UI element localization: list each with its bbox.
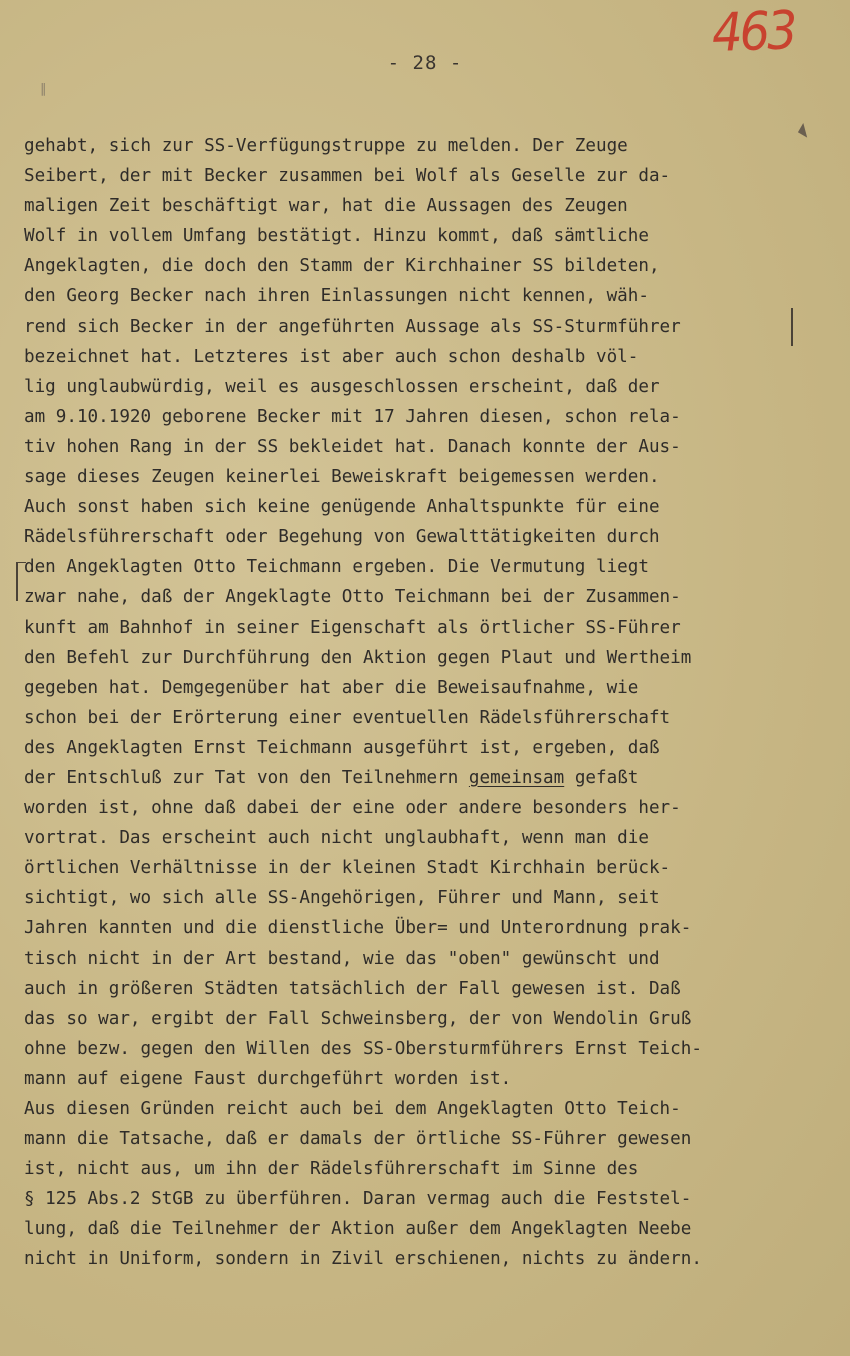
text-line-with-underline: [24, 763, 834, 793]
text-line: das so war, ergibt der Fall Schweinsberg, der von Wendolin Gruß: [24, 1008, 692, 1029]
text-line: sage dieses Zeugen keinerlei Beweiskraft beigemessen werden.: [24, 467, 660, 488]
text-line: maligen Zeit beschäftigt war, hat die Aussagen des Zeugen: [24, 196, 628, 217]
text-line: gehabt, sich zur SS-Verfügungstruppe zu melden. Der Zeuge: [24, 136, 628, 156]
text-line: Aus diesen Gründen reicht auch bei dem Angeklagten Otto Teich-: [24, 1099, 681, 1119]
text-line: den Angeklagten Otto Teichmann ergeben. Die Vermutung liegt: [24, 557, 649, 578]
text-line: nicht in Uniform, sondern in Zivil erschienen, nichts zu ändern.: [24, 1249, 702, 1270]
text-line: am 9.10.1920 geborene Becker mit 17 Jahren diesen, schon rela-: [24, 406, 681, 427]
text-line: mann auf eigene Faust durchgeführt worden ist.: [24, 1068, 512, 1089]
text-line: § 125 Abs.2 StGB zu überführen. Daran vermag auch die Feststel-: [24, 1189, 692, 1210]
text-line: Jahren kannten und die dienstliche Über= und Unterordnung prak-: [24, 918, 692, 939]
archive-number-handwritten: 463: [710, 0, 796, 65]
text-line: auch in größeren Städten tatsächlich der Fall gewesen ist. Daß: [24, 978, 681, 999]
text-line: lung, daß die Teilnehmer der Aktion außer dem Angeklagten Neebe: [24, 1219, 692, 1240]
typed-body-text: [24, 131, 834, 1275]
underlined-word: gemeinsam: [468, 767, 565, 788]
text-line: zwar nahe, daß der Angeklagte Otto Teichmann bei der Zusammen-: [24, 587, 681, 608]
text-line: vortrat. Das erscheint auch nicht unglaubhaft, wenn man die: [24, 828, 649, 849]
text-line: Auch sonst haben sich keine genügende Anhaltspunkte für eine: [24, 497, 660, 518]
text-segment: der Entschluß zur Tat von den Teilnehmern: [24, 767, 469, 788]
text-line: gegeben hat. Demgegenüber hat aber die Beweisaufnahme, wie: [24, 677, 639, 698]
text-line: Seibert, der mit Becker zusammen bei Wolf als Geselle zur da-: [24, 166, 671, 187]
corner-tick-mark: ◣: [796, 120, 815, 140]
text-line: Wolf in vollem Umfang bestätigt. Hinzu kommt, daß sämtliche: [24, 226, 649, 247]
text-line: örtlichen Verhältnisse in der kleinen Stadt Kirchhain berück-: [24, 858, 671, 879]
text-line: tiv hohen Rang in der SS bekleidet hat. Danach konnte der Aus-: [24, 436, 681, 457]
text-line: des Angeklagten Ernst Teichmann ausgeführt ist, ergeben, daß: [24, 737, 660, 758]
text-line: worden ist, ohne daß dabei der eine oder andere besonders her-: [24, 798, 681, 819]
text-line: Rädelsführerschaft oder Begehung von Gewalttätigkeiten durch: [24, 527, 660, 548]
text-line: den Befehl zur Durchführung den Aktion gegen Plaut und Wertheim: [24, 647, 692, 668]
text-line: sichtigt, wo sich alle SS-Angehörigen, Führer und Mann, seit: [24, 888, 660, 909]
text-line: tisch nicht in der Art bestand, wie das "oben" gewünscht und: [24, 948, 660, 969]
text-line: ist, nicht aus, um ihn der Rädelsführerschaft im Sinne des: [24, 1159, 639, 1180]
text-line: den Georg Becker nach ihren Einlassungen nicht kennen, wäh-: [24, 286, 649, 307]
text-line: rend sich Becker in der angeführten Aussage als SS-Sturmführer: [24, 316, 681, 337]
text-line: bezeichnet hat. Letzteres ist aber auch schon deshalb völ-: [24, 346, 639, 367]
text-line: kunft am Bahnhof in seiner Eigenschaft als örtlicher SS-Führer: [24, 617, 681, 638]
margin-pencil-mark: ∥: [40, 82, 47, 97]
text-segment: gefaßt: [564, 767, 639, 788]
text-line: schon bei der Erörterung einer eventuellen Rädelsführerschaft: [24, 707, 671, 728]
page-number: - 28 -: [387, 52, 463, 74]
text-line: Angeklagten, die doch den Stamm der Kirchhainer SS bildeten,: [24, 256, 660, 277]
text-line: ohne bezw. gegen den Willen des SS-Obersturmführers Ernst Teich-: [24, 1038, 702, 1059]
text-line: lig unglaubwürdig, weil es ausgeschlossen erscheint, daß der: [24, 376, 660, 397]
text-line: mann die Tatsache, daß er damals der örtliche SS-Führer gewesen: [24, 1129, 692, 1150]
